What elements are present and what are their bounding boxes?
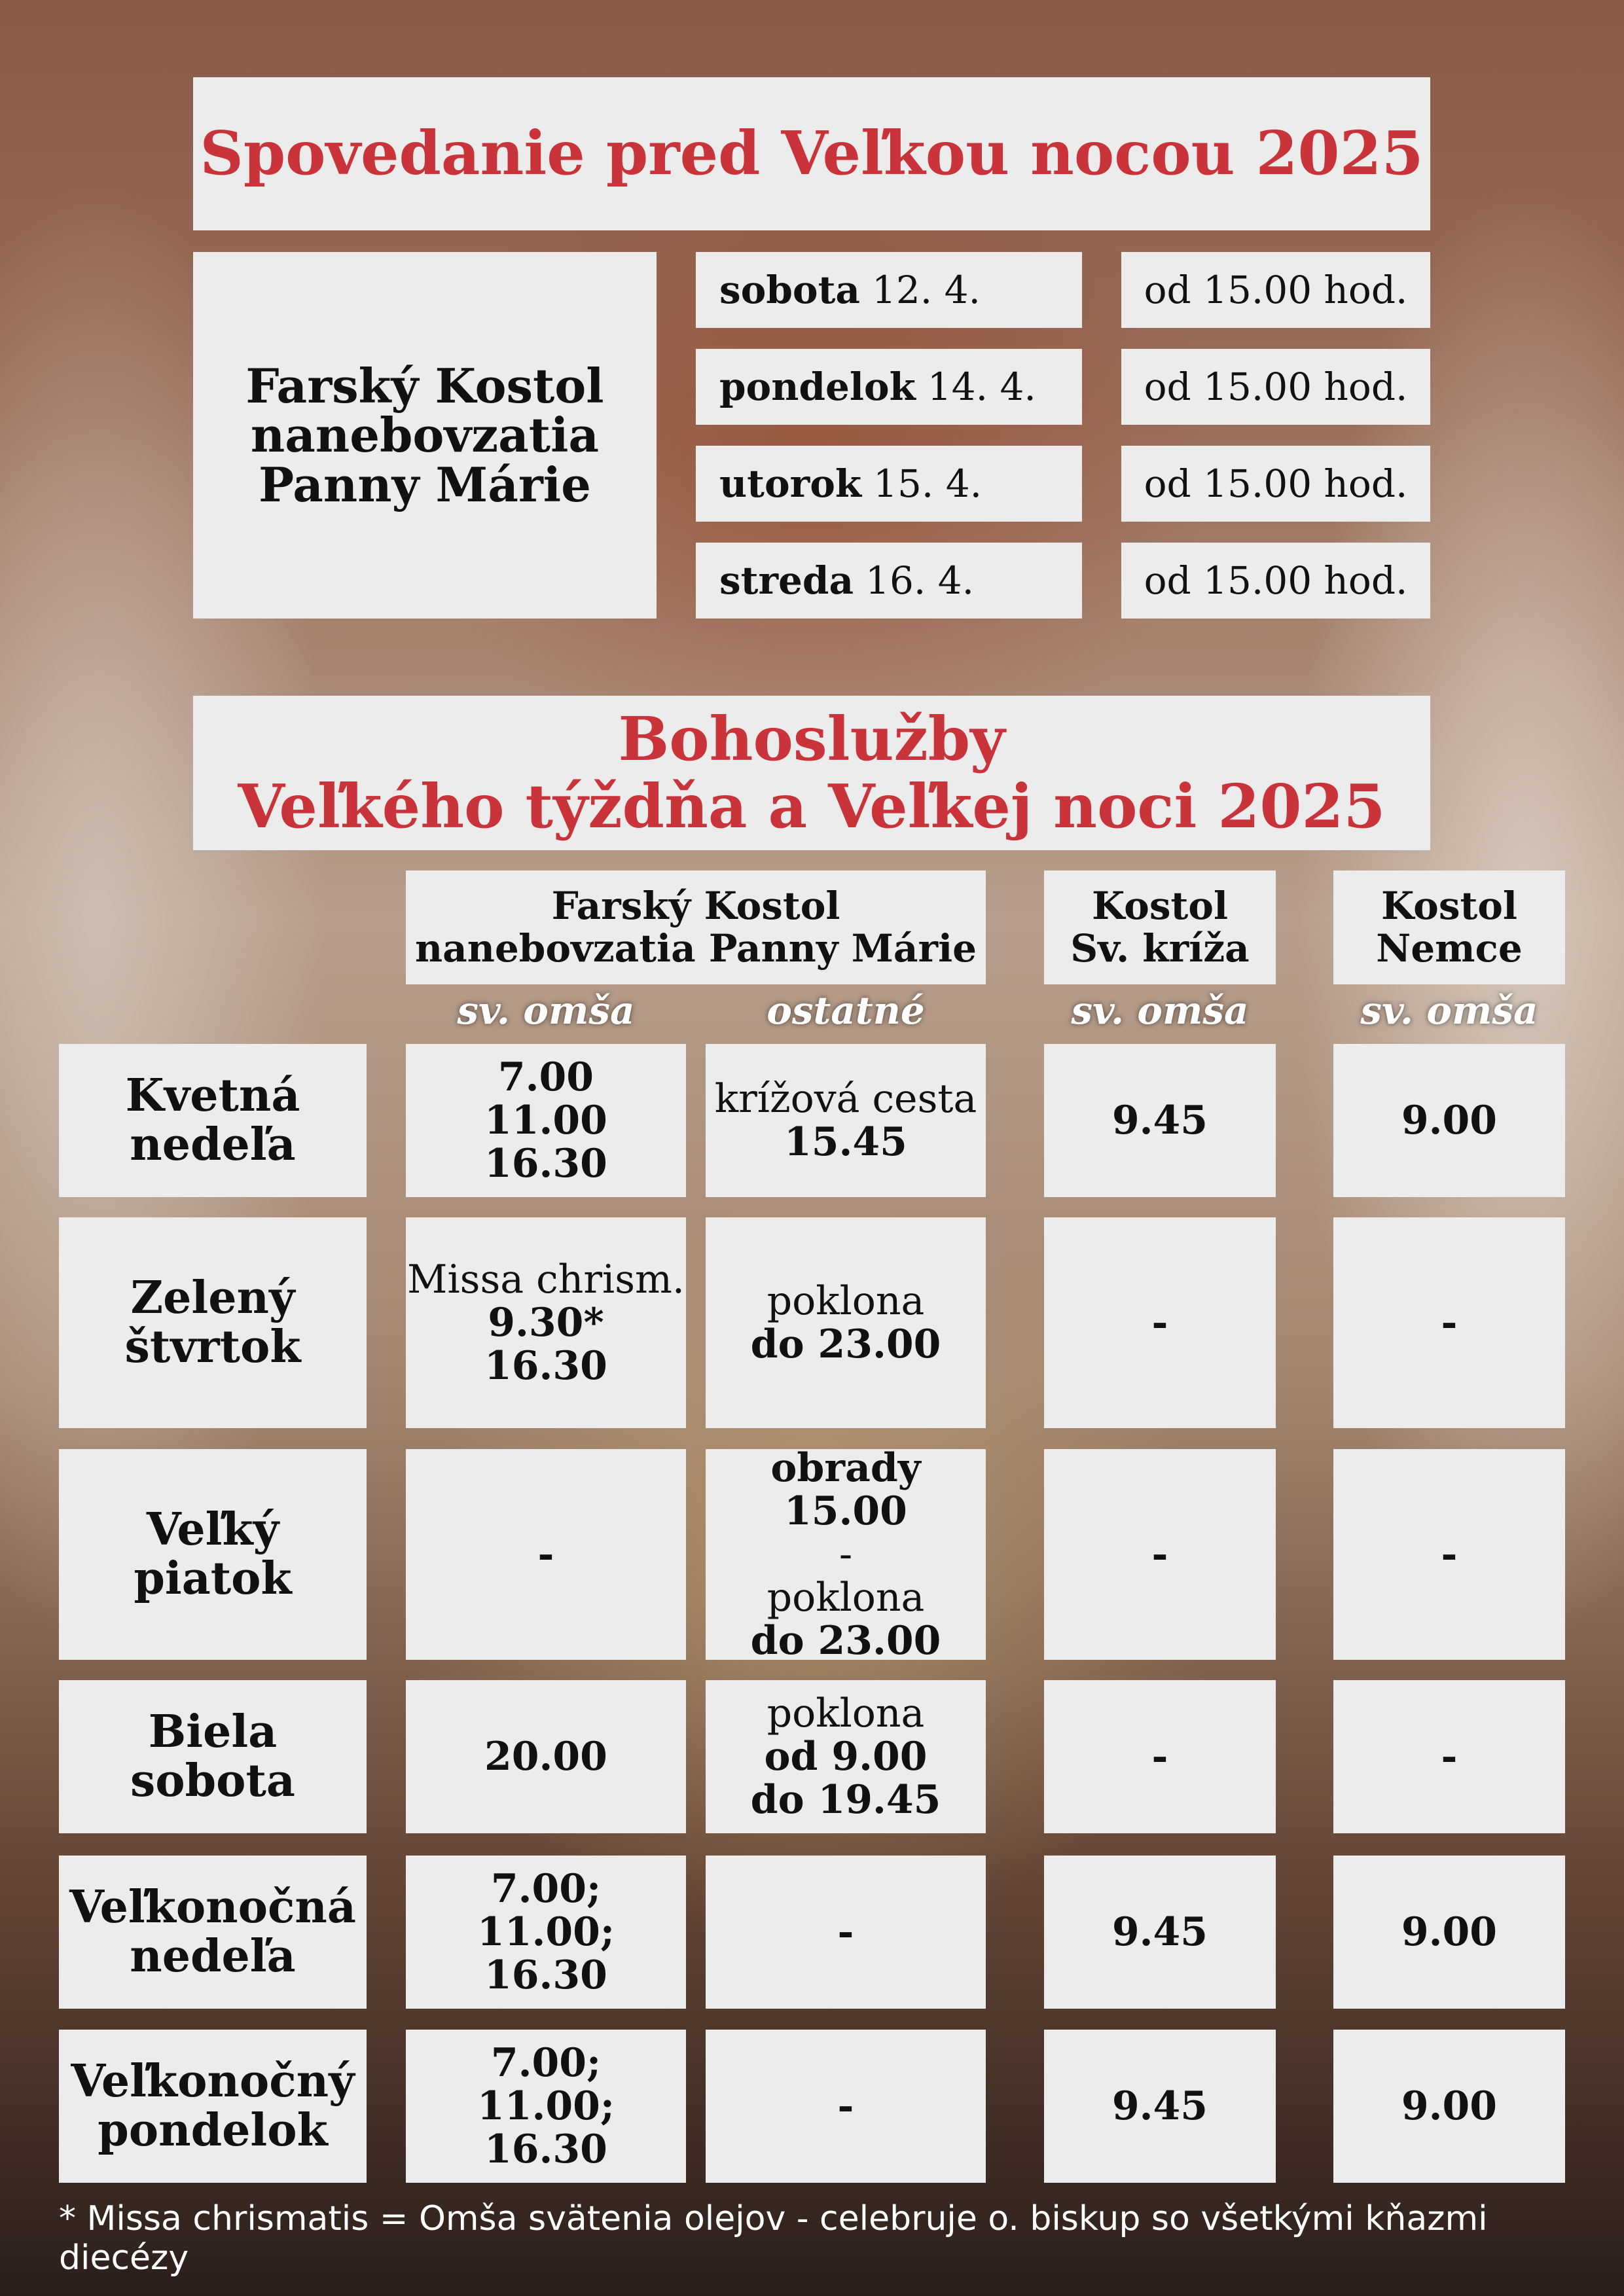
row-5-label-cell: Veľkonočná nedeľa [59, 1856, 367, 2009]
row-6-nemce-cell: 9.00 [1333, 2030, 1565, 2183]
row-6-kriz-cell: 9.45 [1044, 2030, 1276, 2183]
row-2-omsa-cell: Missa chrism. 9.30* 16.30 [406, 1217, 686, 1428]
row-4-ostatne-cell: poklona od 9.00 do 19.45 [706, 1680, 986, 1833]
row-5-ostatne-cell: - [706, 1856, 986, 2009]
footnote: * Missa chrismatis = Omša svätenia olejov - celebruje o. biskup so všetkými kňazmi diecézy [59, 2199, 1488, 2278]
row-2-ostatne-cell: poklona do 23.00 [706, 1217, 986, 1428]
row-4-nemce-cell: - [1333, 1680, 1565, 1833]
row-1-label-cell: Kvetná nedeľa [59, 1044, 367, 1197]
row-1-nemce-cell: 9.00 [1333, 1044, 1565, 1197]
row-3-nemce-cell: - [1333, 1449, 1565, 1660]
row-4-label-cell: Biela sobota [59, 1680, 367, 1833]
row-2-label-cell: Zelený štvrtok [59, 1217, 367, 1428]
confession-time-1: od 15.00 hod. [1121, 252, 1430, 328]
row-3-ostatne-cell: obrady 15.00 - poklona do 23.00 [706, 1449, 986, 1660]
confession-time-2: od 15.00 hod. [1121, 349, 1430, 425]
row-4-omsa-cell: 20.00 [406, 1680, 686, 1833]
header-kostol-sv-kriza: Kostol Sv. kríža [1044, 870, 1276, 984]
row-1-omsa-cell: 7.00 11.00 16.30 [406, 1044, 686, 1197]
row-3-omsa-cell: - [406, 1449, 686, 1660]
confession-day-4: streda 16. 4. [696, 543, 1082, 619]
row-6-label-cell: Veľkonočný pondelok [59, 2030, 367, 2183]
subheader-nemce-omsa: sv. omša [1360, 988, 1538, 1033]
header-farsky-kostol: Farský Kostol nanebovzatia Panny Márie [406, 870, 986, 984]
row-2-kriz-cell: - [1044, 1217, 1276, 1428]
row-1-ostatne-cell: krížová cesta 15.45 [706, 1044, 986, 1197]
subheader-kriz-omsa: sv. omša [1071, 988, 1249, 1033]
row-6-omsa-cell: 7.00; 11.00; 16.30 [406, 2030, 686, 2183]
row-3-kriz-cell: - [1044, 1449, 1276, 1660]
row-2-nemce-cell: - [1333, 1217, 1565, 1428]
confession-day-1: sobota 12. 4. [696, 252, 1082, 328]
confession-church: Farský Kostol nanebovzatia Panny Márie [193, 252, 657, 619]
confession-day-3: utorok 15. 4. [696, 446, 1082, 522]
row-1-kriz-cell: 9.45 [1044, 1044, 1276, 1197]
row-6-ostatne-cell: - [706, 2030, 986, 2183]
subheader-farsky-omsa: sv. omša [457, 988, 635, 1033]
row-4-kriz-cell: - [1044, 1680, 1276, 1833]
row-5-nemce-cell: 9.00 [1333, 1856, 1565, 2009]
row-3-label-cell: Veľký piatok [59, 1449, 367, 1660]
confession-day-2: pondelok 14. 4. [696, 349, 1082, 425]
confession-time-4: od 15.00 hod. [1121, 543, 1430, 619]
confession-time-3: od 15.00 hod. [1121, 446, 1430, 522]
row-5-kriz-cell: 9.45 [1044, 1856, 1276, 2009]
header-kostol-nemce: Kostol Nemce [1333, 870, 1565, 984]
row-5-omsa-cell: 7.00; 11.00; 16.30 [406, 1856, 686, 2009]
subheader-farsky-ostatne: ostatné [767, 988, 925, 1033]
confession-title: Spovedanie pred Veľkou nocou 2025 [193, 77, 1430, 230]
services-title: Bohoslužby Veľkého týždňa a Veľkej noci 2025 [193, 696, 1430, 850]
